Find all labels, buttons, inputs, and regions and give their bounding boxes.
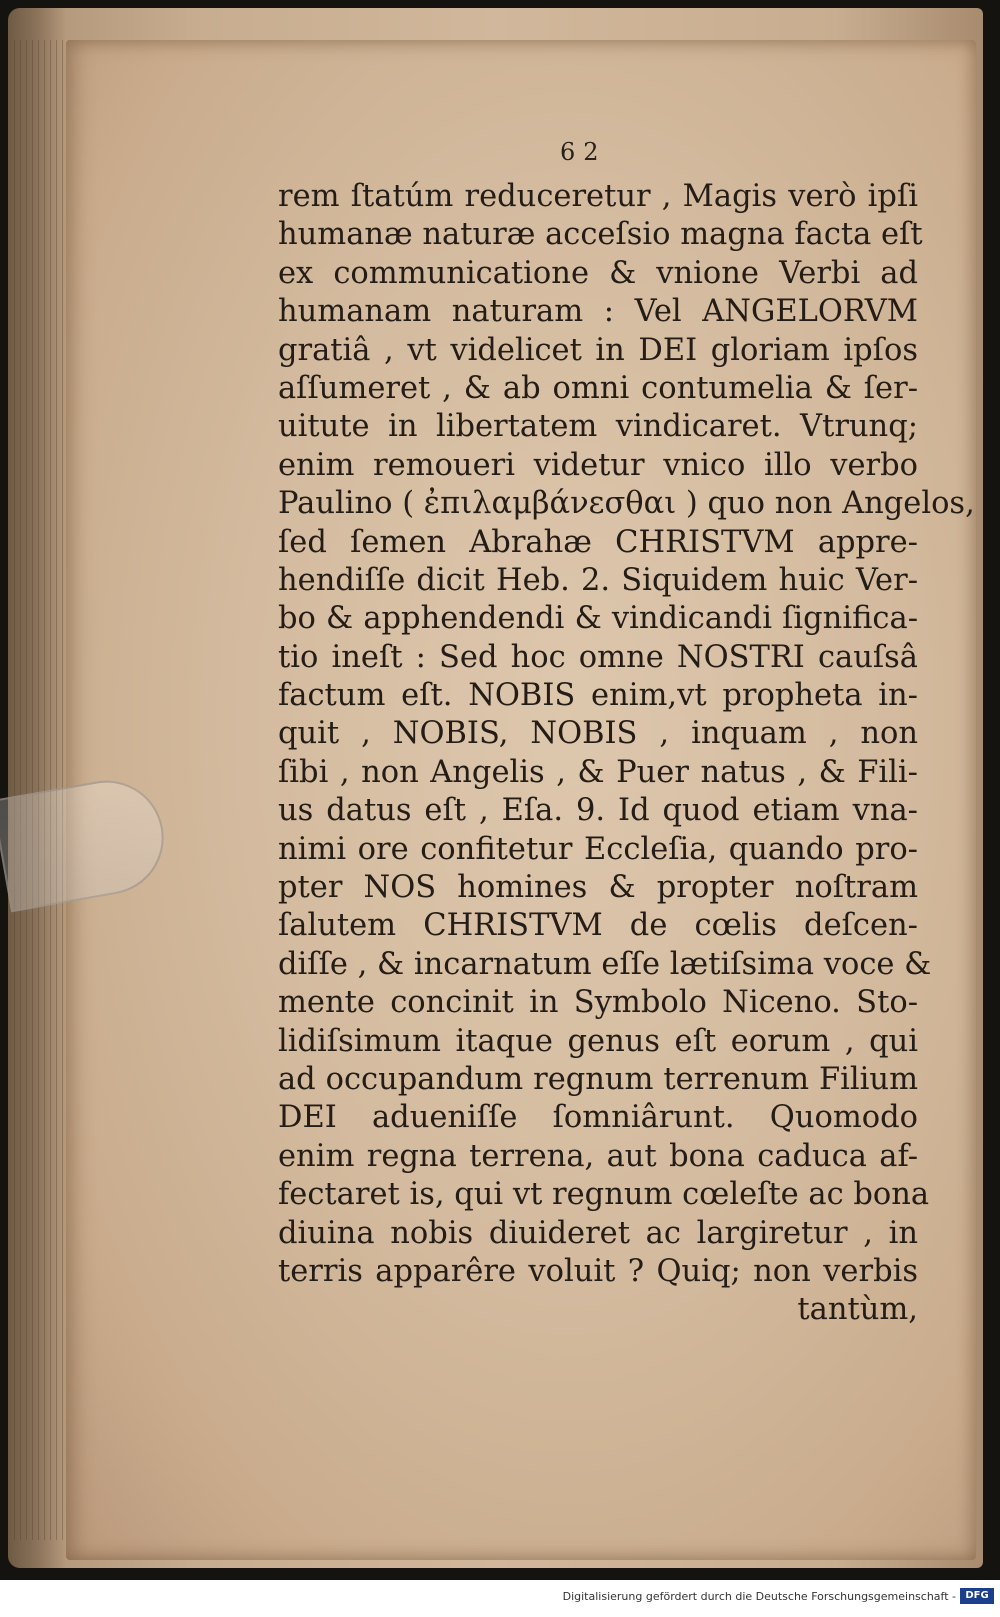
text-line: lidiſsimum itaque genus eſt eorum , qui [278,1023,918,1059]
text-line: us datus eſt , Eſa. 9. Id quod etiam vna- [278,793,918,829]
text-line: terris apparêre voluit ? Quiq; non verbis [278,1253,918,1289]
text-line: ſalutem CHRISTVM de cœlis deſcen- [278,908,918,944]
text-line: tio ineſt : Sed hoc omne NOSTRI cauſsâ [278,639,918,675]
text-line: gratiâ , vt videlicet in DEI gloriam ipſos [278,332,918,368]
text-line: ex communicatione & vnione Verbi ad [278,255,918,291]
text-line: rem ſtatúm reduceretur , Magis verò ipſi [278,179,918,214]
footer-bar [0,1580,1000,1617]
footer-credit: Digitalisierung gefördert durch die Deutsche Forschungsgemeinschaft - [562,1590,956,1603]
text-line: quit , NOBIS, NOBIS , inquam , non [278,716,918,752]
text-line: nimi ore confitetur Eccleſia, quando pro- [278,831,918,867]
text-line: hendiſſe dicit Heb. 2. Siquidem huic Ver- [278,562,918,598]
dfg-logo: DFG [960,1588,994,1604]
text-line: humanæ naturæ acceſsio magna facta eſt [278,217,923,253]
text-line: aſſumeret , & ab omni contumelia & ſer- [278,370,918,406]
text-line: bo & apphendendi & vindicandi ſignifica- [278,601,918,637]
text-line: enim regna terrena, aut bona caduca af- [278,1138,918,1174]
text-line: ſibi , non Angelis , & Puer natus , & Fili- [278,754,918,790]
text-line: uitute in libertatem vindicaret. Vtrunq; [278,409,918,445]
text-line: ſed ſemen Abrahæ CHRISTVM appre- [278,524,918,560]
text-line: enim remoueri videtur vnico illo verbo [278,447,918,483]
text-line: ad occupandum regnum terrenum Filium [278,1061,918,1097]
text-line: mente concinit in Symbolo Niceno. Sto- [278,985,918,1021]
text-line: diuina nobis diuideret ac largiretur , in [278,1215,918,1251]
text-line: humanam naturam : Vel ANGELORVM [278,294,918,330]
text-line: pter NOS homines & propter noſtram [278,870,918,906]
page-number: 62 [560,138,607,166]
text-line: DEI adueniſſe ſomniârunt. Quomodo [278,1100,918,1136]
text-line: diſſe , & incarnatum eſſe lætiſsima voce & [278,946,932,982]
page-text [278,178,975,1330]
text-line: factum eſt. NOBIS enim,vt propheta in- [278,678,918,714]
text-line: fectaret is, qui vt regnum cœleſte ac bona [278,1177,930,1213]
catchword: tantùm, [797,1292,918,1328]
text-line: Paulino ( ἐπιλαμβάνεσθαι ) quo non Angelos, [278,486,975,522]
